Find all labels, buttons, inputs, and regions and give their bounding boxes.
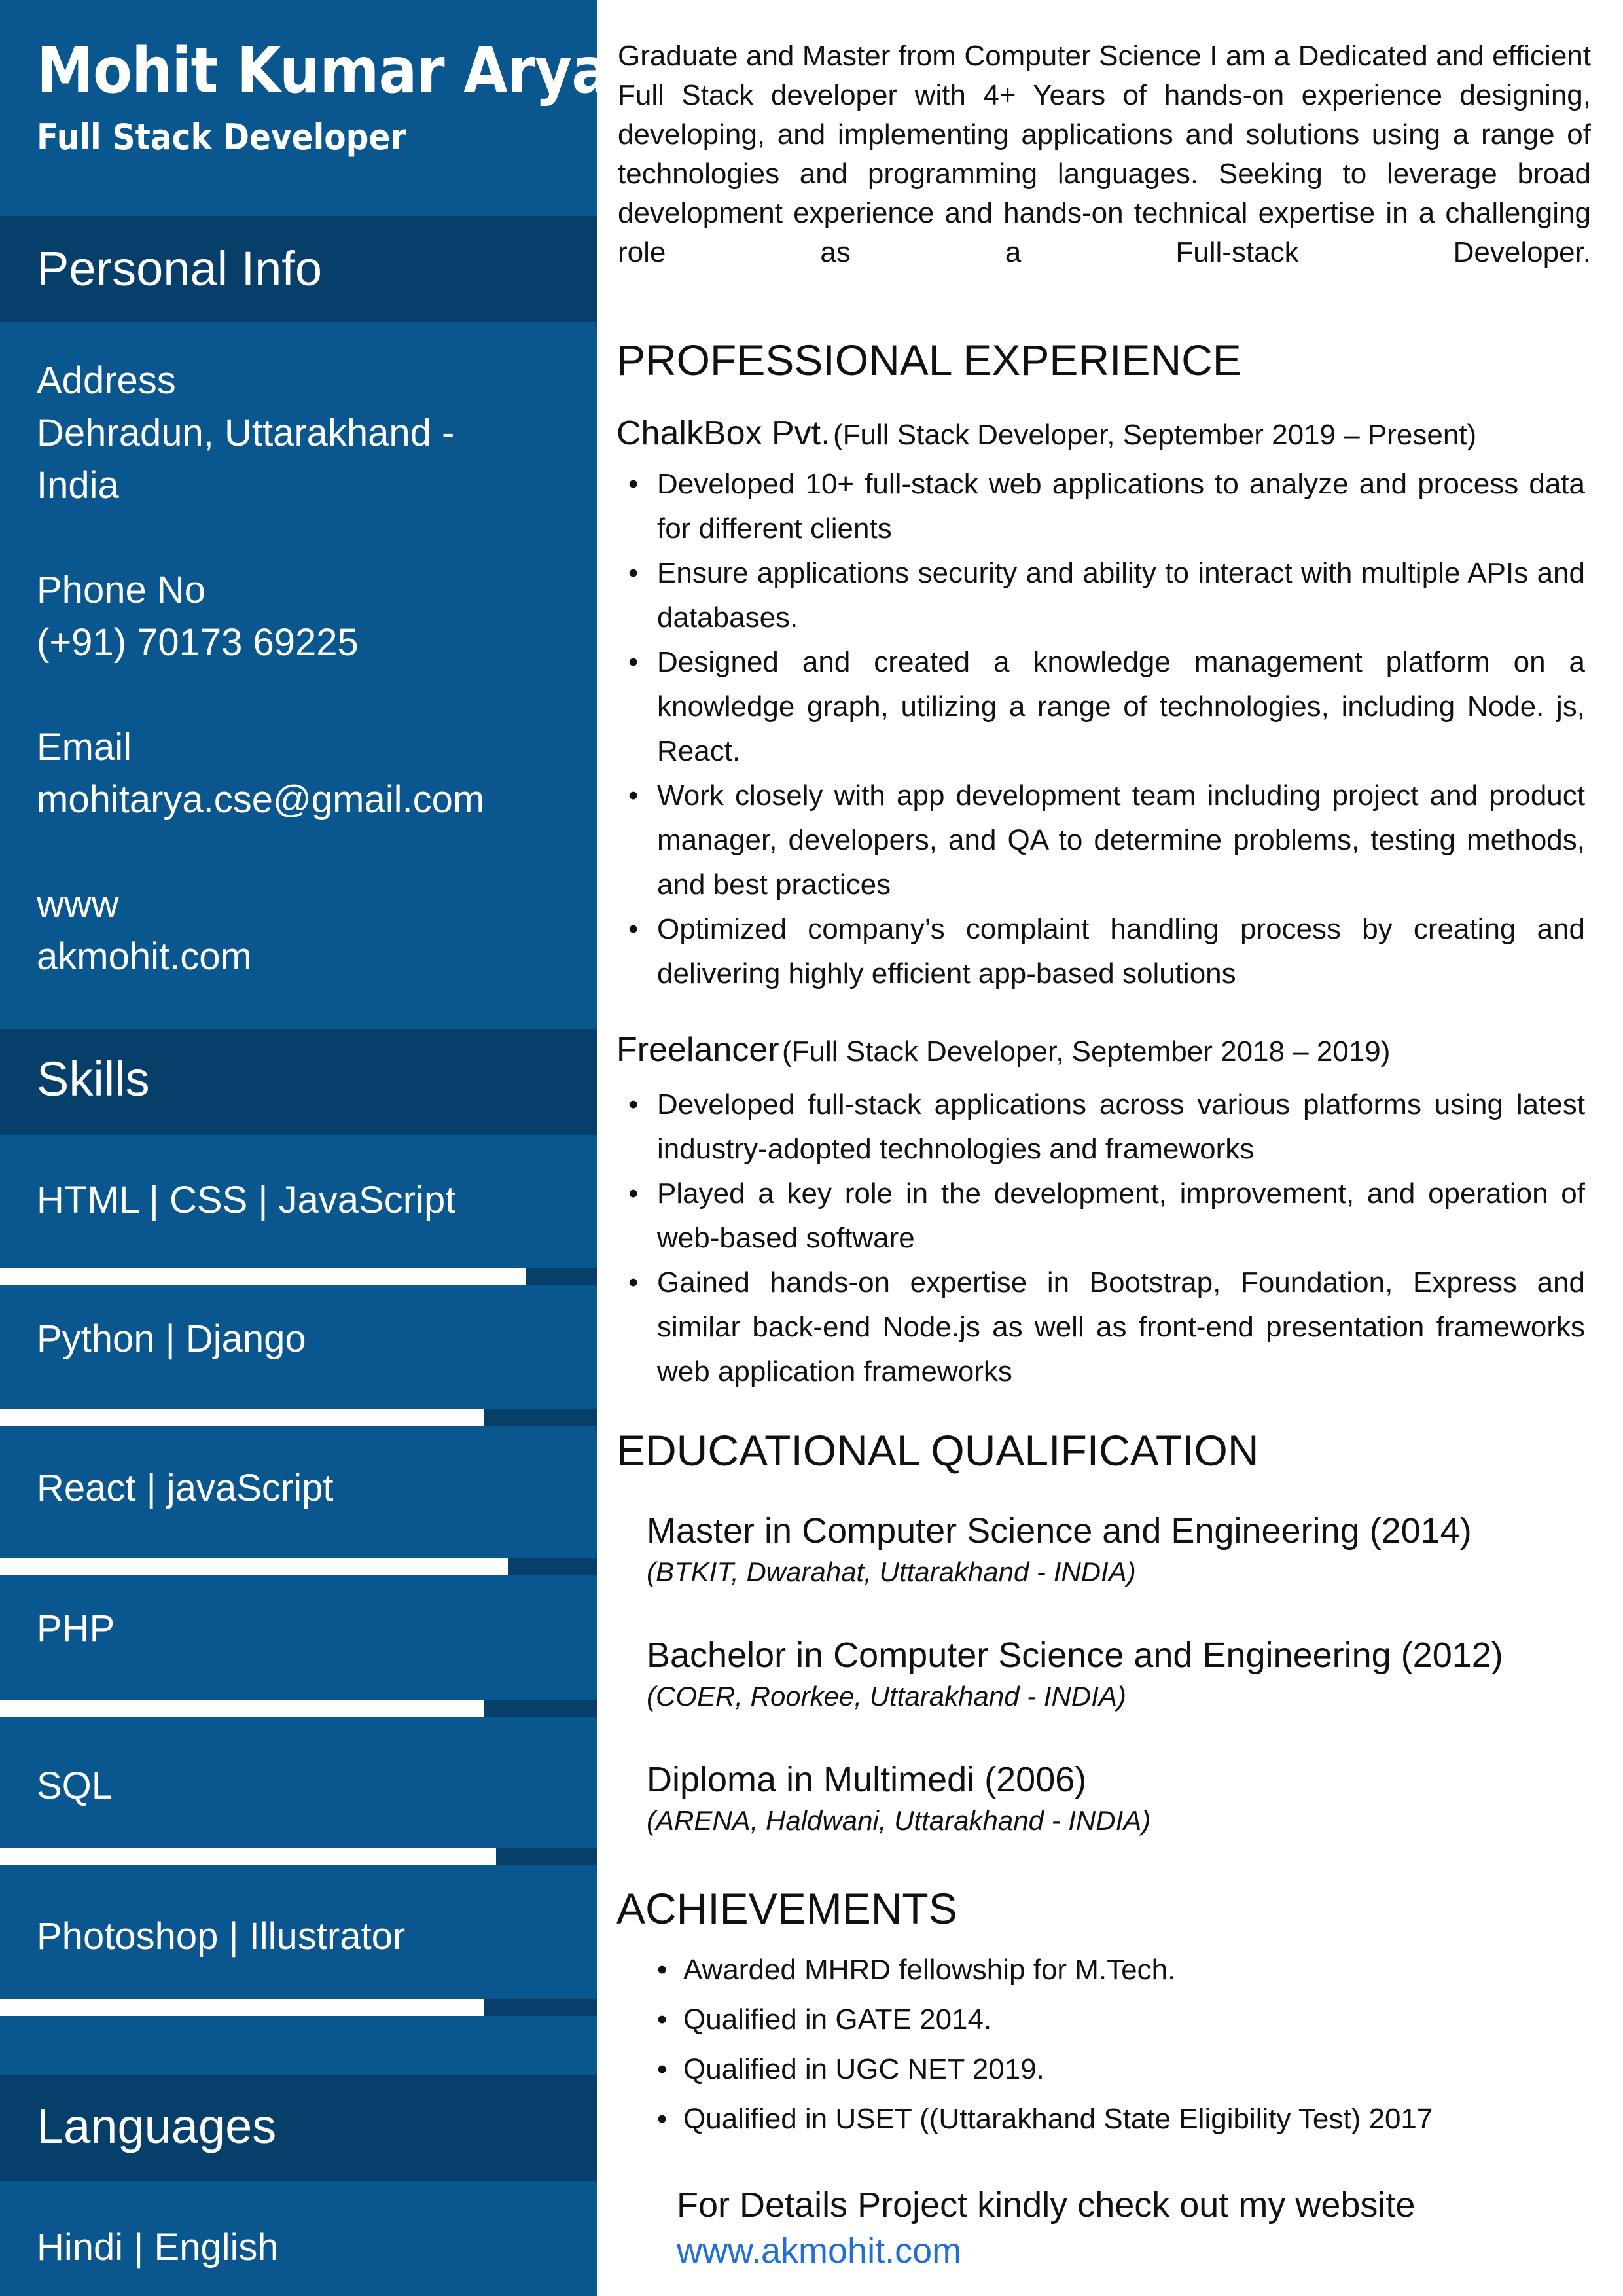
- education-degree: Diploma in Multimedi (2006): [647, 1760, 1087, 1799]
- list-item: • Designed and created a knowledge management platform on a knowledge graph, utilizing a range of technologies, including Node. js, React.: [628, 640, 1585, 774]
- skill-label: SQL: [37, 1765, 113, 1807]
- footer-text: For Details Project kindly check out my website: [677, 2185, 1416, 2225]
- education-degree: Bachelor in Computer Science and Engineering (2012): [647, 1636, 1503, 1675]
- list-item: • Qualified in GATE 2014.: [657, 1995, 1586, 2045]
- job-meta: (Full Stack Developer, September 2019 – Present): [833, 419, 1477, 451]
- skill-label: React | javaScript: [37, 1467, 334, 1509]
- profile-summary: Graduate and Master from Computer Science I am a Dedicated and efficient Full Stack developer with 4+ Years of hands-on experience designing, developing, and implementing applications and solutions using a range of technologies and programming languages. Seeking to leverage broad development experience and hands-on technical expertise in a challenging role as a Full-stack Developer.: [618, 40, 1591, 268]
- address-line-2: India: [37, 464, 119, 507]
- skill-level-bar: [0, 1558, 597, 1575]
- skill-label: Python | Django: [37, 1318, 306, 1360]
- skill-label: Photoshop | Illustrator: [37, 1915, 406, 1958]
- languages-band: [0, 2075, 597, 2181]
- website-link[interactable]: www.akmohit.com: [677, 2231, 962, 2270]
- achievements-heading: ACHIEVEMENTS: [616, 1884, 957, 1933]
- list-item: • Gained hands-on expertise in Bootstrap, Foundation, Express and similar back-end Node.js as well as front-end presentation frameworks web application frameworks: [628, 1261, 1585, 1394]
- website-value[interactable]: akmohit.com: [37, 935, 252, 978]
- education-degree: Master in Computer Science and Engineering (2014): [647, 1511, 1472, 1551]
- education-heading: EDUCATIONAL QUALIFICATION: [616, 1426, 1259, 1475]
- skill-level-bar: [0, 1848, 597, 1865]
- address-label: Address: [37, 359, 176, 402]
- email-label: Email: [37, 726, 132, 768]
- phone-label: Phone No: [37, 569, 205, 611]
- list-item: • Developed 10+ full-stack web applications to analyze and process data for different clients: [628, 462, 1585, 551]
- email-value[interactable]: mohitarya.cse@gmail.com: [37, 778, 485, 821]
- list-item: • Qualified in UGC NET 2019.: [657, 2045, 1586, 2094]
- job-title: [616, 1030, 1390, 1069]
- skill-level-bar: [0, 1268, 597, 1285]
- languages-value: Hindi | English: [37, 2226, 279, 2269]
- experience-heading: PROFESSIONAL EXPERIENCE: [616, 336, 1241, 384]
- list-item: • Qualified in USET ((Uttarakhand State Eligibility Test) 2017: [657, 2094, 1586, 2144]
- list-item: • Ensure applications security and ability to interact with multiple APIs and databases.: [628, 551, 1585, 640]
- skills-title: Skills: [37, 1052, 150, 1106]
- achievements-list: [657, 1945, 1586, 2144]
- job-bullets: [628, 462, 1585, 996]
- skill-level-fill: [0, 1558, 508, 1575]
- skill-level-bar: [0, 1700, 597, 1717]
- candidate-role: Full Stack Developer: [37, 117, 406, 158]
- education-school: (ARENA, Haldwani, Uttarakhand - INDIA): [647, 1805, 1151, 1836]
- personal-info-title: Personal Info: [37, 242, 323, 296]
- skill-label: PHP: [37, 1607, 115, 1650]
- skill-level-fill: [0, 1700, 484, 1717]
- languages-title: Languages: [37, 2099, 277, 2153]
- job-company: ChalkBox Pvt.: [616, 414, 830, 452]
- education-school: (BTKIT, Dwarahat, Uttarakhand - INDIA): [647, 1556, 1136, 1587]
- job-meta: (Full Stack Developer, September 2018 – 2019): [782, 1035, 1391, 1067]
- skill-level-bar: [0, 1999, 597, 2016]
- list-item: • Awarded MHRD fellowship for M.Tech.: [657, 1945, 1586, 1995]
- candidate-name: Mohit Kumar Arya: [37, 34, 610, 107]
- website-label: www: [37, 883, 119, 925]
- phone-value: (+91) 70173 69225: [37, 621, 359, 664]
- list-item: • Developed full-stack applications across various platforms using latest industry-adopted technologies and frameworks: [628, 1083, 1585, 1172]
- job-company: Freelancer: [616, 1031, 779, 1069]
- address-line-1: Dehradun, Uttarakhand -: [37, 412, 455, 454]
- personal-info-band: [0, 216, 597, 322]
- skill-label: HTML | CSS | JavaScript: [37, 1179, 456, 1221]
- skill-level-fill: [0, 1409, 484, 1426]
- education-school: (COER, Roorkee, Uttarakhand - INDIA): [647, 1681, 1126, 1712]
- job-title: [616, 414, 1476, 453]
- skill-level-bar: [0, 1409, 597, 1426]
- skill-level-fill: [0, 1848, 496, 1865]
- list-item: • Optimized company’s complaint handling process by creating and delivering highly efficient app-based solutions: [628, 907, 1585, 996]
- list-item: • Work closely with app development team including project and product manager, developers, and QA to determine problems, testing methods, and best practices: [628, 774, 1585, 907]
- skills-band: [0, 1029, 597, 1135]
- sidebar: [0, 0, 610, 2296]
- skill-level-fill: [0, 1999, 484, 2016]
- skill-level-fill: [0, 1268, 526, 1285]
- job-bullets: [628, 1083, 1585, 1394]
- list-item: • Played a key role in the development, improvement, and operation of web-based software: [628, 1172, 1585, 1261]
